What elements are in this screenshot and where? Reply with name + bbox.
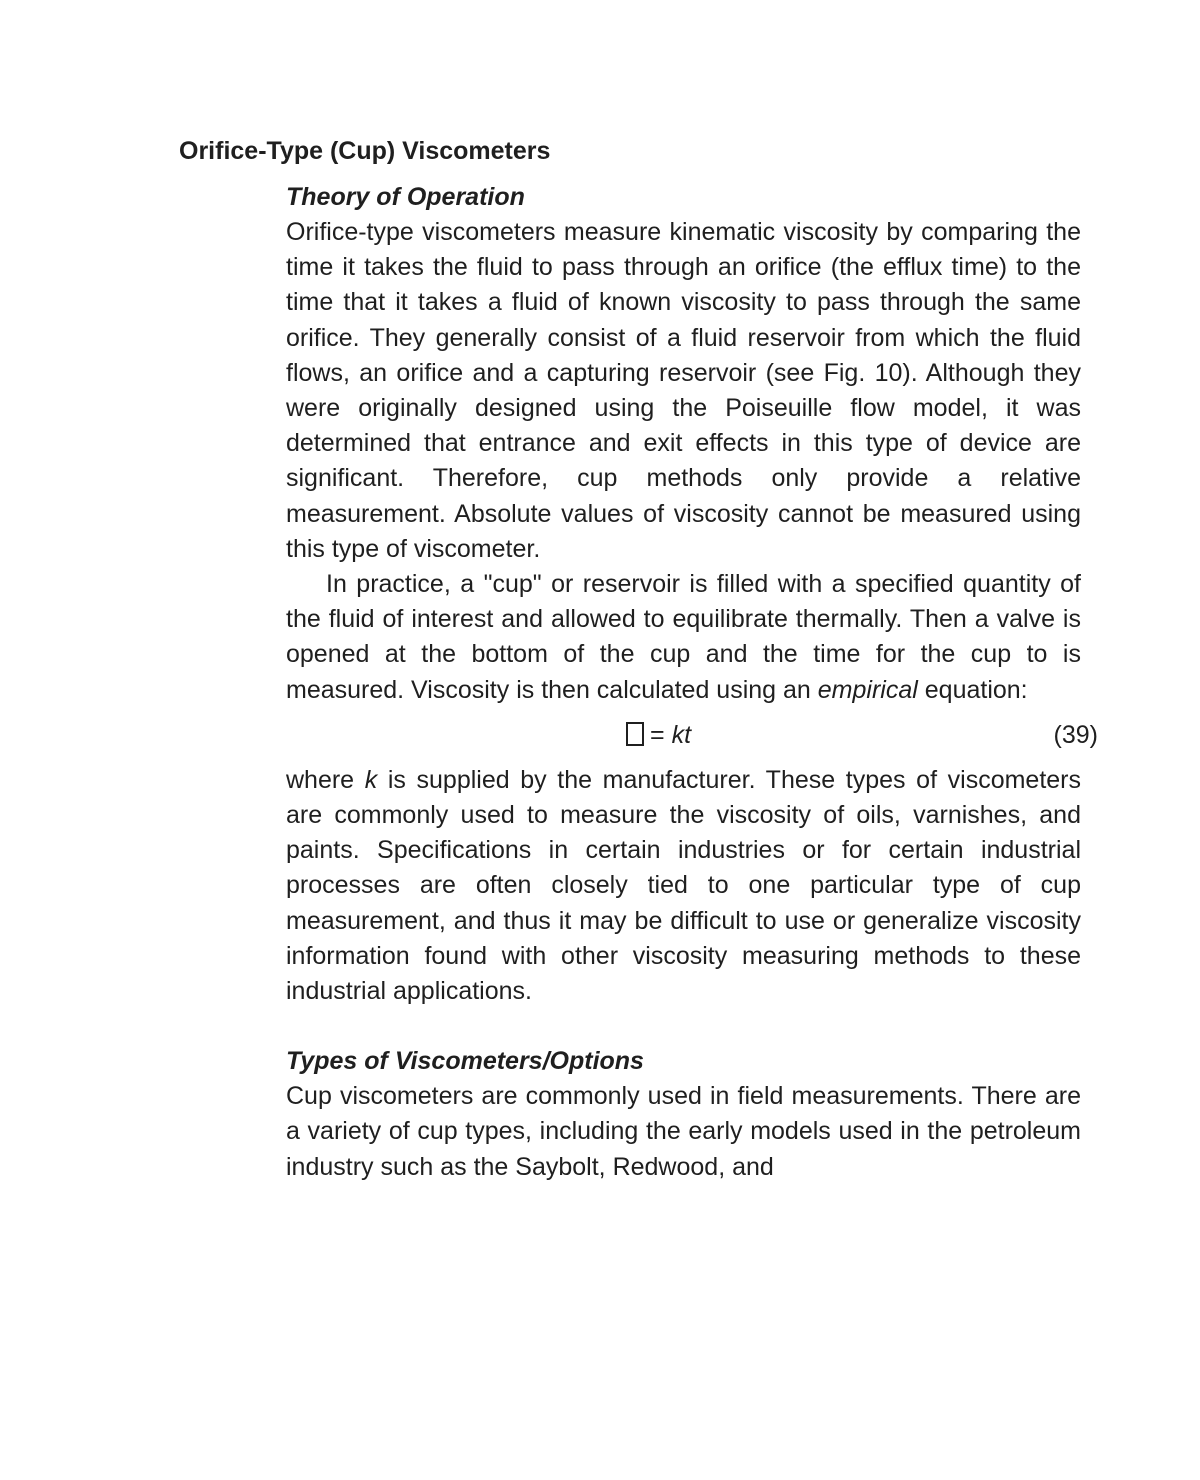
- paragraph-2-text-end: equation:: [917, 675, 1028, 704]
- paragraph-2-text-start: In practice, a "cup" or reservoir is filled with a specified quantity of the fluid of interest and allowed to equilibrate thermally. Then a valve is opened at the bottom of the cup and the time for the cup to is measured. Viscosity is then calculated using an: [286, 570, 1081, 704]
- equation-39: [286, 718, 1098, 753]
- section-title: Orifice-Type (Cup) Viscometers: [179, 137, 551, 165]
- document-body: [286, 180, 1098, 1185]
- types-paragraph-1: Cup viscometers are commonly used in field measurements. There are a variety of cup types, including the early models used in the petroleum industry such as the Saybolt, Redwood, and: [286, 1082, 1081, 1181]
- theory-paragraph-3: [286, 763, 1081, 1009]
- equation-rhs: kt: [671, 720, 692, 749]
- equation-number: (39): [1053, 720, 1098, 749]
- paragraph-3-text-start: where: [286, 765, 365, 794]
- theory-paragraph-1: Orifice-type viscometers measure kinematic viscosity by comparing the time it takes the fluid to pass through an orifice (the efflux time) to the time that it takes a fluid of known viscosity to pass through the same orifice. They generally consist of a fluid reservoir from which the fluid flows, an orifice and a capturing reservoir (see Fig. 10). Although they were originally designed using the Poiseuille flow model, it was determined that entrance and exit effects in this type of device are significant. Therefore, cup methods only provide a relative measurement. Absolute values of viscosity cannot be measured using this type of viscometer.: [286, 218, 1081, 563]
- theory-heading: Theory of Operation: [286, 183, 525, 211]
- equation-expression: [626, 718, 691, 753]
- equation-equals: =: [650, 720, 665, 749]
- missing-glyph-icon: [626, 722, 644, 746]
- emphasis-empirical: empirical: [817, 675, 918, 704]
- paragraph-3-text-end: is supplied by the manufacturer. These types of viscometers are commonly used to measure the viscosity of oils, varnishes, and paints. Specifications in certain industries or for certain industrial processes are often closely tied to one particular type of cup measurement, and thus it may be difficult to use or generalize viscosity information found with other viscosity measuring methods to these industrial applications.: [286, 765, 1081, 1006]
- variable-k: k: [364, 765, 378, 794]
- section-gap: [286, 1009, 1081, 1044]
- theory-paragraph-2: [286, 567, 1081, 708]
- types-heading: Types of Viscometers/Options: [286, 1047, 644, 1076]
